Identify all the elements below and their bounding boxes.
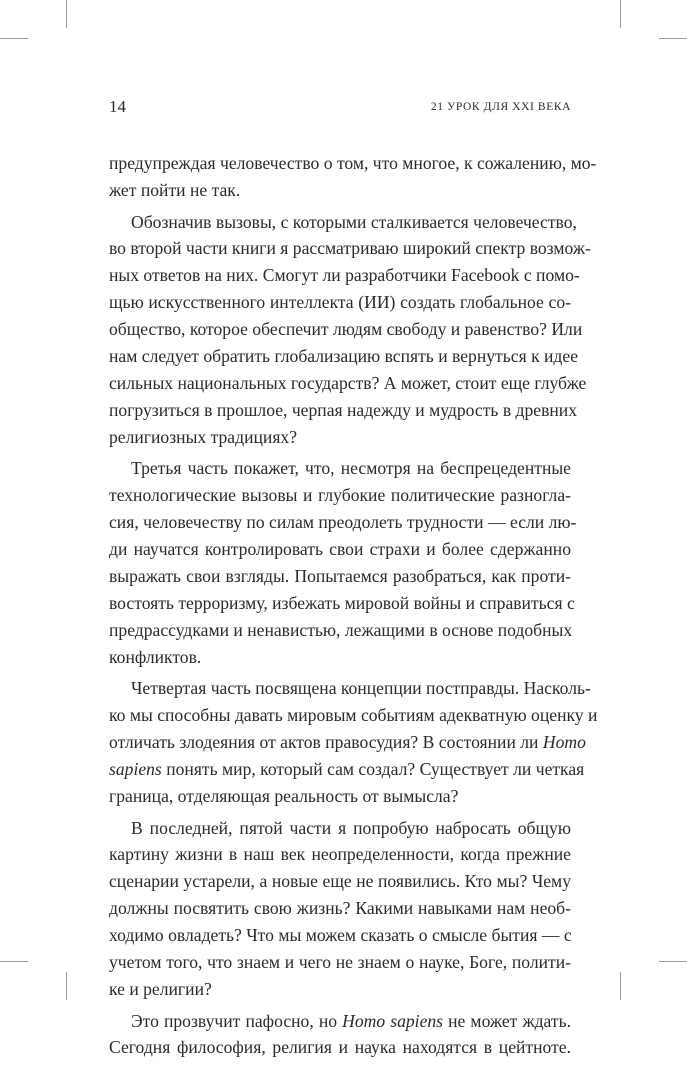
text-line-mixed <box>109 1008 571 1035</box>
text-line: предрассудками и ненавистью, лежащими в основе подобных <box>109 619 573 640</box>
crop-mark <box>0 38 28 39</box>
text-line: ко мы способны давать мировым событиям адекватную оценку и <box>109 705 598 726</box>
text-line: щью искусственного интеллекта (ИИ) создать глобальное со- <box>109 292 571 313</box>
paragraph <box>109 815 571 1003</box>
crop-mark <box>0 961 28 962</box>
text-line: востоять терроризму, избежать мировой войны и справиться с <box>109 592 575 613</box>
text-line: учетом того, что знаем и чего не знаем о науке, Боге, полити- <box>109 952 571 973</box>
crop-mark <box>620 972 621 1000</box>
text-line: нам следует обратить глобализацию вспять и вернуться к идее <box>109 346 578 367</box>
italic-term: sapiens <box>109 759 162 779</box>
text-line: В последней, пятой части я попробую набросать общую <box>131 817 571 838</box>
text-segment: понять мир, который сам создал? Существует ли четкая <box>166 759 585 779</box>
crop-mark <box>659 38 687 39</box>
paragraph <box>109 1008 571 1062</box>
text-line: ходимо овладеть? Что мы можем сказать о смысле бытия — с <box>109 925 572 946</box>
running-head: 21 УРОК ДЛЯ XXI ВЕКА <box>430 101 571 113</box>
text-line: должны посвятить свою жизнь? Какими навыками нам необ- <box>109 898 571 919</box>
text-line: ке и религии? <box>109 978 212 999</box>
crop-mark <box>66 972 67 1000</box>
crop-mark <box>620 0 621 28</box>
text-line: граница, отделяющая реальность от вымысла? <box>109 785 459 806</box>
body-text <box>109 150 598 1066</box>
text-line: конфликтов. <box>109 646 202 667</box>
text-line: общество, которое обеспечит людям свободу и равенство? Или <box>109 319 583 340</box>
text-line: технологические вызовы и глубокие политические разногла- <box>109 485 571 506</box>
text-line: Третья часть покажет, что, несмотря на беспрецедентные <box>131 458 571 479</box>
text-line: Четвертая часть посвящена концепции постправды. Насколь- <box>131 678 591 699</box>
text-line: сия, человечеству по силам преодолеть трудности — если лю- <box>109 512 577 533</box>
text-line-mixed <box>109 729 586 756</box>
text-line: погрузиться в прошлое, черпая надежду и мудрость в древних <box>109 399 578 420</box>
text-line-mixed <box>109 756 585 783</box>
page-number: 14 <box>109 97 126 116</box>
italic-term: Homo <box>542 732 586 753</box>
text-line: сильных национальных государств? А может, стоит еще глубже <box>109 372 587 393</box>
paragraph <box>109 209 591 451</box>
paragraph <box>109 455 577 670</box>
text-line: ных ответов на них. Смогут ли разработчики Facebook с помо- <box>109 265 580 286</box>
text-line: предупреждая человечество о том, что многое, к сожалению, мо- <box>109 153 597 173</box>
text-line: Сегодня философия, религия и наука находятся в цейтноте. <box>109 1037 571 1058</box>
crop-mark <box>66 0 67 28</box>
paragraph <box>109 675 598 810</box>
text-segment: отличать злодеяния от актов правосудия? В состоянии ли <box>109 732 543 753</box>
text-line: жет пойти не так. <box>109 179 241 200</box>
text-line: ди научатся контролировать свои страхи и более сдержанно <box>109 539 571 560</box>
italic-term: Homo sapiens <box>342 1010 444 1031</box>
text-segment: Это прозвучит пафосно, но <box>131 1010 343 1031</box>
text-line: сценарии устарели, а новые еще не появились. Кто мы? Чему <box>109 871 571 892</box>
paragraph <box>109 150 597 204</box>
text-line: Обозначив вызовы, с которыми сталкивается человечество, <box>131 211 577 232</box>
text-line: картину жизни в наш век неопределенности, когда прежние <box>109 844 571 865</box>
text-line: выражать свои взгляды. Попытаемся разобраться, как проти- <box>109 565 571 586</box>
text-line: во второй части книги я рассматриваю широкий спектр возмож- <box>109 238 591 259</box>
text-segment: не может ждать. <box>443 1010 572 1031</box>
text-line: религиозных традициях? <box>109 426 298 447</box>
crop-mark <box>659 961 687 962</box>
